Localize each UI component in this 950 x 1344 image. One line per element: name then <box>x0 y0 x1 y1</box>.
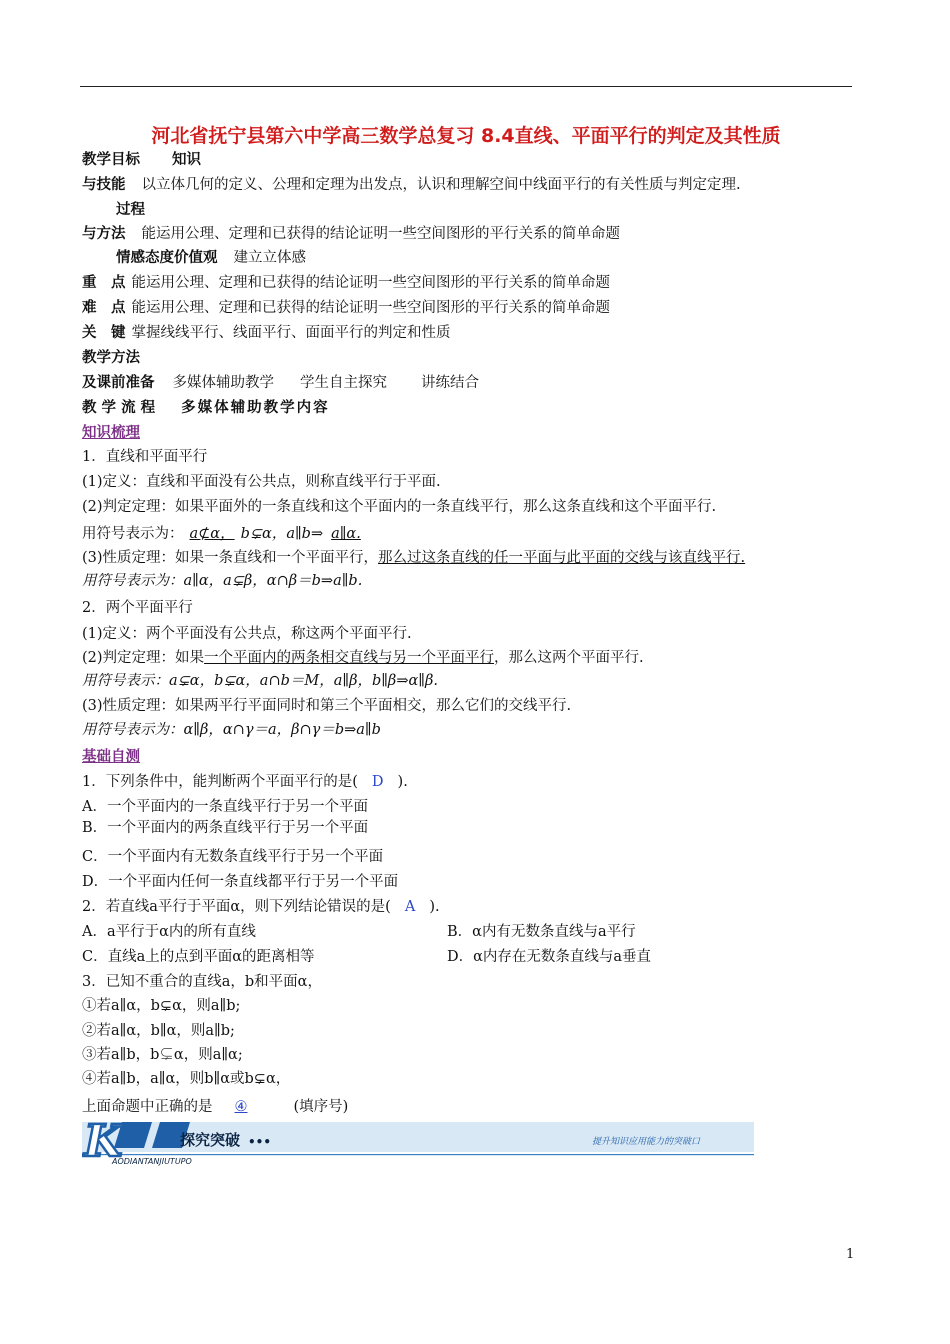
flow-label: 教 学 流 程 <box>82 400 156 416</box>
banner-slogan: 提升知识应用能力的突破口 <box>592 1137 701 1147</box>
banner-pinyin: AODIANTANJIUTUPO <box>112 1157 192 1166</box>
key-point-text: 能运用公理、定理和已获得的结论证明一些空间图形的平行关系的简单命题 <box>131 275 610 291</box>
difficulty-label: 难 点 <box>82 300 126 316</box>
s1-symbol-a: a⊄α， <box>189 526 235 542</box>
ability-row <box>82 175 741 195</box>
knowledge-label: 知识 <box>172 152 201 168</box>
q2-stem: 2．若直线a平行于平面α，则下列结论错误的是( A ). <box>82 899 440 915</box>
q2-option: D．α内存在无数条直线与a垂直 <box>447 949 652 965</box>
ability-label: 与技能 <box>82 177 126 193</box>
page-title: 河北省抚宁县第六中学高三数学总复习 8.4直线、平面平行的判定及其性质 <box>151 125 781 147</box>
s2-judgement-row <box>82 648 644 668</box>
emotion-row <box>116 248 306 268</box>
q2-option: C．直线a上的点到平面α的距离相等 <box>82 949 315 965</box>
flow-row <box>82 398 330 418</box>
q2-option: B．α内有无数条直线与a平行 <box>447 924 636 940</box>
s2-title: 2．两个平面平行 <box>82 600 193 616</box>
difficulty-text: 能运用公理、定理和已获得的结论证明一些空间图形的平行关系的简单命题 <box>131 300 610 316</box>
process-label: 过程 <box>116 202 145 218</box>
s2-judgement-symbol: 用符号表示：a⊊α，b⊊α，a∩b＝M，a∥β，b∥β⇒α∥β. <box>82 673 438 689</box>
key-point-label: 重 点 <box>82 275 126 291</box>
symbol-label: 用符号表示为： <box>82 526 184 542</box>
emotion-label: 情感态度价值观 <box>116 250 218 266</box>
ability-text: 以立体几何的定义、公理和定理为出发点，认识和理解空间中线面平行的有关性质与判定定理. <box>141 177 741 193</box>
method-label: 与方法 <box>82 226 126 242</box>
s1-definition: (1)定义：直线和平面没有公共点，则称直线平行于平面. <box>82 474 441 490</box>
q2-answer: A <box>404 899 416 915</box>
section-banner <box>82 1118 754 1166</box>
key-point-row <box>82 273 610 293</box>
s2-judgement-c: ，那么这两个平面平行. <box>494 650 644 666</box>
q3-answer: ④ <box>234 1099 248 1115</box>
banner-letter: K <box>84 1118 123 1166</box>
crux-text: 掌握线线平行、线面平行、面面平行的判定和性质 <box>131 325 451 341</box>
banner-dots: ••• <box>248 1135 272 1149</box>
s1-title: 1．直线和平面平行 <box>82 449 208 465</box>
page-number: 1 <box>846 1247 855 1262</box>
q1-answer: D <box>371 774 384 790</box>
s1-symbol-row <box>82 524 361 544</box>
prep-label: 及课前准备 <box>82 375 155 391</box>
prep-item: 讲练结合 <box>421 375 479 391</box>
q3-item: ④若a∥b，a∥α，则b∥α或b⊊α， <box>82 1071 291 1087</box>
s2-judgement-b: 一个平面内的两条相交直线与另一个平面平行 <box>204 650 495 666</box>
objectives-row <box>82 150 201 170</box>
objectives-label: 教学目标 <box>82 152 140 168</box>
s2-property: (3)性质定理：如果两平行平面同时和第三个平面相交，那么它们的交线平行. <box>82 698 572 714</box>
s1-property-a: (3)性质定理：如果一条直线和一个平面平行， <box>82 550 379 566</box>
prep-item: 学生自主探究 <box>300 375 387 391</box>
s1-symbol-b: b⊊α，a∥b⇒ <box>240 526 324 542</box>
s1-symbol-c: a∥α. <box>331 526 361 542</box>
method-row <box>82 224 620 244</box>
s2-definition: (1)定义：两个平面没有公共点，称这两个平面平行. <box>82 626 412 642</box>
method-text: 能运用公理、定理和已获得的结论证明一些空间图形的平行关系的简单命题 <box>141 226 620 242</box>
q2-option: A．a平行于α内的所有直线 <box>82 924 256 940</box>
q3-item: ③若a∥b，b⊊α，则a∥α; <box>82 1047 243 1063</box>
q3-stem: 3．已知不重合的直线a，b和平面α， <box>82 974 322 990</box>
q3-item: ②若a∥α，b∥α，则a∥b; <box>82 1023 235 1039</box>
s1-property-b: 那么过这条直线的任一平面与此平面的交线与该直线平行. <box>378 550 746 566</box>
q3-item: ①若a∥α，b⊊α，则a∥b; <box>82 998 241 1014</box>
section-heading-knowledge: 知识梳理 <box>82 425 140 441</box>
s1-property-row <box>82 548 745 568</box>
q1-option: B．一个平面内的两条直线平行于另一个平面 <box>82 820 369 836</box>
difficulty-row <box>82 298 610 318</box>
q1-stem: 1．下列条件中，能判断两个平面平行的是( D ). <box>82 774 408 790</box>
header-rule <box>80 86 852 87</box>
prep-row <box>82 373 479 393</box>
crux-label: 关 键 <box>82 325 126 341</box>
s1-property-symbol: 用符号表示为：a∥α，a⊊β，α∩β＝b⇒a∥b. <box>82 573 363 589</box>
q1-option: C．一个平面内有无数条直线平行于另一个平面 <box>82 849 384 865</box>
emotion-text: 建立立体感 <box>233 250 306 266</box>
s2-property-symbol: 用符号表示为：α∥β，α∩γ＝a，β∩γ＝b⇒a∥b <box>82 722 381 738</box>
s2-judgement-a: (2)判定定理：如果 <box>82 650 205 666</box>
q1-option: D．一个平面内任何一条直线都平行于另一个平面 <box>82 874 399 890</box>
crux-row <box>82 323 451 343</box>
q3-conclusion: 上面命题中正确的是 ④ (填序号) <box>82 1099 349 1115</box>
teaching-method-label: 教学方法 <box>82 350 140 366</box>
prep-item: 多媒体辅助教学 <box>172 375 274 391</box>
banner-title: 探究突破 <box>180 1131 241 1149</box>
flow-content: 多媒体辅助教学内容 <box>181 400 330 416</box>
q1-option: A．一个平面内的一条直线平行于另一个平面 <box>82 799 368 815</box>
s1-judgement: (2)判定定理：如果平面外的一条直线和这个平面内的一条直线平行，那么这条直线和这个平面平行. <box>82 499 717 515</box>
section-heading-self-test: 基础自测 <box>82 749 140 765</box>
